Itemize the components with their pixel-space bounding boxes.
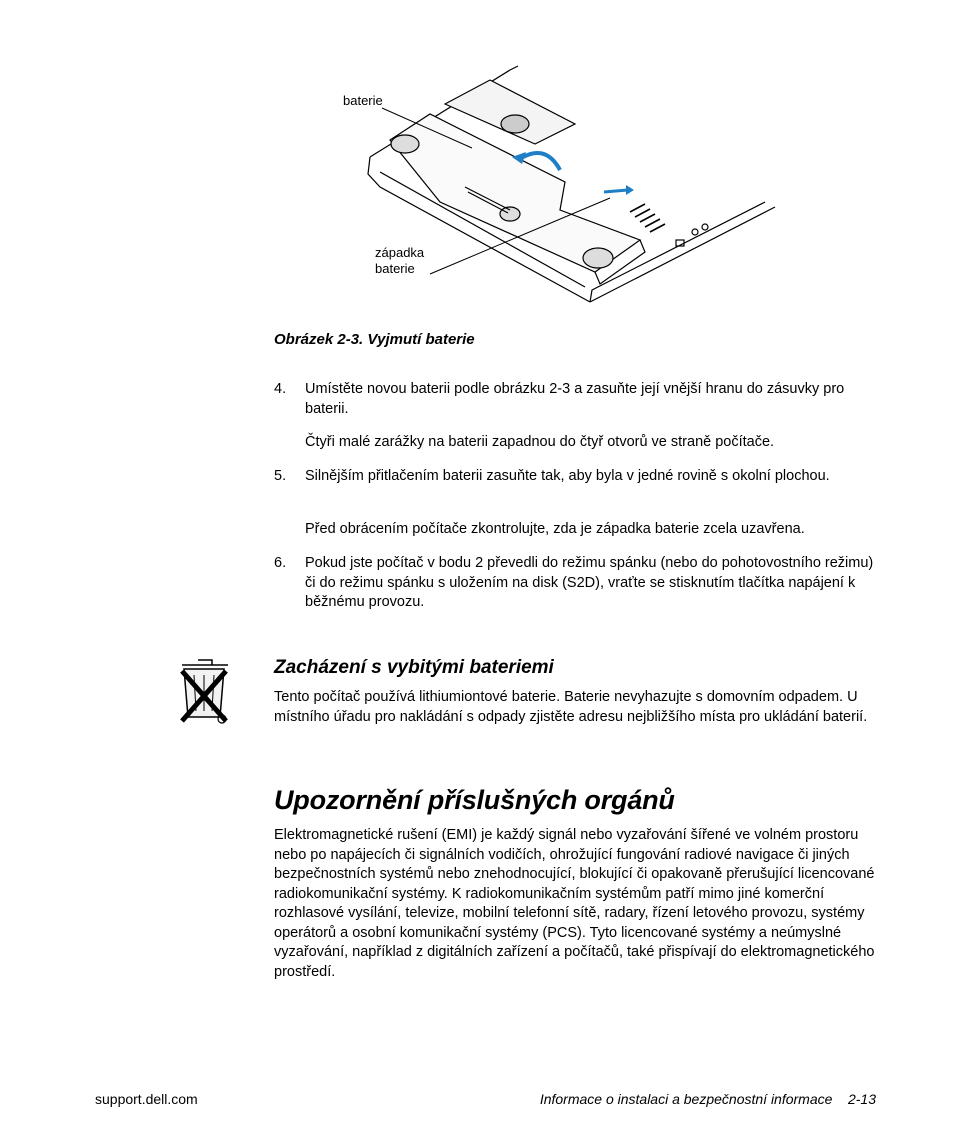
step-4-note: Čtyři malé zarážky na baterii zapadnou do čtyř otvorů ve straně počítače. bbox=[305, 434, 775, 450]
crossed-bin-icon bbox=[178, 657, 234, 725]
laptop-battery-illustration bbox=[360, 62, 780, 324]
step-5 bbox=[274, 467, 884, 487]
step-6 bbox=[274, 554, 884, 613]
figure-caption: Obrázek 2-3. Vyjmutí baterie bbox=[274, 331, 475, 348]
step-text: Silnějším přitlačením baterii zasuňte tak, aby byla v jedné rovině s okolní plochou. bbox=[305, 468, 830, 484]
footer-page-info: Informace o instalaci a bezpečnostní informace 2-13 bbox=[539, 1091, 876, 1107]
step-5-note: Před obrácením počítače zkontrolujte, zda je západka baterie zcela uzavřena. bbox=[305, 521, 805, 537]
step-number: 5. bbox=[274, 468, 287, 484]
step-text: Pokud jste počítač v bodu 2 převedli do režimu spánku (nebo do pohotovostního režimu) či do režimu spánku s uložením na disk (S2D), vraťte se stisknutím tlačítka napájení k běžnému provozu. bbox=[305, 555, 874, 610]
disposal-heading: Zacházení s vybitými bateriemi bbox=[274, 657, 554, 678]
footer-url: support.dell.com bbox=[95, 1091, 198, 1107]
callout-latch-line2: baterie bbox=[375, 261, 415, 276]
regulatory-heading: Upozornění příslušných orgánů bbox=[274, 785, 675, 815]
step-4 bbox=[274, 380, 884, 419]
step-number: 4. bbox=[274, 381, 287, 397]
step-number: 6. bbox=[274, 555, 287, 571]
regulatory-text: Elektromagnetické rušení (EMI) je každý signál nebo vyzařování šířené ve volném prostoru nebo po napájecích či signálních vodičích, ohrožující fungování radiové navigace či jiných bezpečnostních systémů nebo znehodnocující, blokující či opakovaně přerušující licencované radiokomunikační systémy. K radiokomunikačním systémům patří mimo jiné komerční rozhlasové vysílání, televize, mobilní telefonní sítě, radary, řízení letového provozu, systémy operátorů a osobní komunikační systémy (PCS). Tyto licencované systémy a neúmyslné vyzařování, například z digitálních zařízení a počítačů, také přispívají do elektromagnetického prostředí. bbox=[274, 827, 875, 980]
callout-battery: baterie bbox=[343, 93, 383, 108]
disposal-text: Tento počítač používá lithiumiontové baterie. Baterie nevyhazujte s domovním odpadem. U místního úřadu pro nakládání s odpady zjistěte adresu nejbližšího místa pro ukládání baterií. bbox=[274, 689, 868, 725]
battery-removal-figure bbox=[343, 62, 780, 324]
callout-latch-line1: západka bbox=[375, 245, 425, 260]
step-text: Umístěte novou baterii podle obrázku 2-3 a zasuňte její vnější hranu do zásuvky pro baterii. bbox=[305, 381, 845, 417]
